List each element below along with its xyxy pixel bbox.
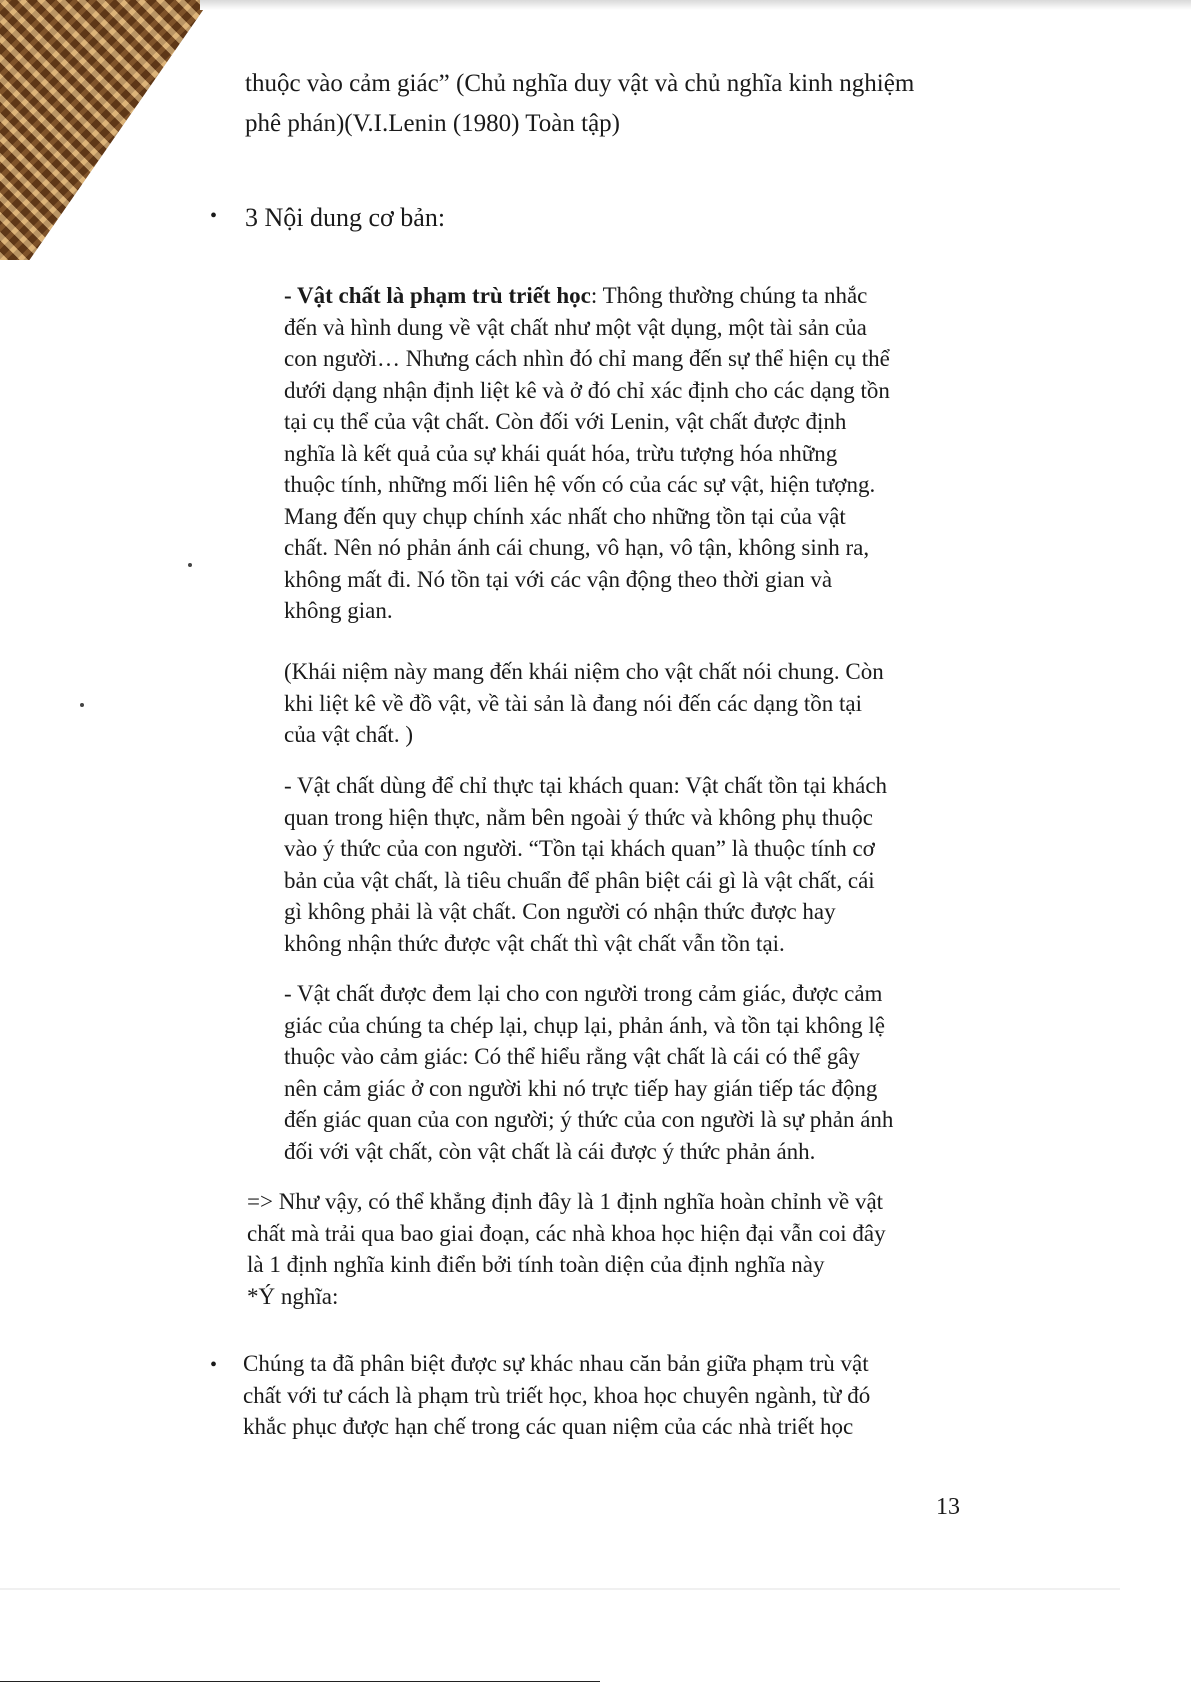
scan-artifact-line (0, 1588, 1120, 1590)
paragraph-note (284, 656, 884, 751)
paragraph-line: của vật chất. ) (284, 722, 413, 747)
bullet-icon: • (210, 1354, 218, 1376)
paragraph-line: đến giác quan của con người; ý thức của con người là sự phản ánh (284, 1107, 894, 1132)
paragraph-line: chất với tư cách là phạm trù triết học, khoa học chuyên ngành, từ đó (243, 1382, 871, 1408)
paragraph-line: Chúng ta đã phân biệt được sự khác nhau căn bản giữa phạm trù vật (243, 1351, 869, 1376)
intro-text (245, 64, 914, 144)
meaning-bullet-text (243, 1348, 870, 1443)
definition-lead: - Vật chất là phạm trù triết học (284, 283, 591, 308)
paragraph-line: (Khái niệm này mang đến khái niệm cho vật chất nói chung. Còn (284, 659, 884, 684)
woven-mat-background (0, 0, 210, 260)
paragraph-line: nên cảm giác ở con người khi nó trực tiếp hay gián tiếp tác động (284, 1075, 878, 1101)
paragraph-line: khắc phục được hạn chế trong các quan niệm của các nhà triết học (243, 1414, 854, 1439)
paragraph-line: chất mà trải qua bao giai đoạn, các nhà khoa học hiện đại vẫn coi đây (247, 1220, 886, 1246)
paragraph-line: khi liệt kê về đồ vật, về tài sản là đang nói đến các dạng tồn tại (284, 690, 863, 716)
stray-mark (188, 563, 192, 567)
bottom-edge-line (0, 1681, 600, 1682)
paragraph-line: - Vật chất dùng để chỉ thực tại khách quan: Vật chất tồn tại khách (284, 773, 888, 798)
conclusion-text (247, 1186, 886, 1312)
paragraph-line (284, 280, 890, 312)
paragraph-objective-reality (284, 770, 887, 959)
paragraph-line: chất. Nên nó phản ánh cái chung, vô hạn, vô tận, không sinh ra, (284, 535, 870, 560)
paragraph-line: gì không phải là vật chất. Con người có nhận thức được hay (284, 899, 836, 924)
page-number: 13 (936, 1494, 960, 1520)
stray-mark (80, 703, 84, 707)
paragraph-line: không mất đi. Nó tồn tại với các vận động theo thời gian và (284, 566, 833, 592)
paragraph-line: giác của chúng ta chép lại, chụp lại, phản ánh, và tồn tại không lệ (284, 1012, 885, 1038)
section-heading: 3 Nội dung cơ bản: (245, 203, 446, 232)
meaning-heading: *Ý nghĩa: (247, 1283, 339, 1309)
paragraph-line: không gian. (284, 598, 393, 623)
paragraph-sensation (284, 978, 893, 1167)
paragraph-line: dưới dạng nhận định liệt kê và ở đó chỉ xác định cho các dạng tồn (284, 377, 890, 403)
bullet-icon: • (210, 205, 218, 227)
paragraph-line: tại cụ thể của vật chất. Còn đối với Lenin, vật chất được định (284, 409, 847, 434)
page-edge-shadow (200, 0, 1191, 10)
paragraph-line: thuộc vào cảm giác: Có thể hiểu rằng vật chất là cái có thể gây (284, 1044, 861, 1069)
paragraph-line: đối với vật chất, còn vật chất là cái được ý thức phản ánh. (284, 1138, 816, 1164)
intro-line: thuộc vào cảm giác” (Chủ nghĩa duy vật và chủ nghĩa kinh nghiệm (245, 70, 915, 97)
paragraph-definition (284, 280, 890, 627)
paragraph-line: đến và hình dung về vật chất như một vật dụng, một tài sản của (284, 314, 867, 340)
paragraph-line: thuộc tính, những mối liên hệ vốn có của các sự vật, hiện tượng. (284, 472, 876, 497)
definition-lead-rest: : Thông thường chúng ta nhắc (590, 283, 868, 308)
paragraph-line: không nhận thức được vật chất thì vật chất vẫn tồn tại. (284, 930, 785, 956)
paragraph-line: Mang đến quy chụp chính xác nhất cho những tồn tại của vật (284, 503, 846, 529)
paragraph-line: bản của vật chất, là tiêu chuẩn để phân biệt cái gì là vật chất, cái (284, 867, 875, 893)
paragraph-line: => Như vậy, có thể khẳng định đây là 1 định nghĩa hoàn chỉnh về vật (247, 1189, 884, 1214)
paragraph-line: con người… Nhưng cách nhìn đó chỉ mang đến sự thể hiện cụ thể (284, 346, 890, 371)
intro-line: phê phán)(V.I.Lenin (1980) Toàn tập) (245, 110, 620, 137)
paragraph-line: vào ý thức của con người. “Tồn tại khách quan” là thuộc tính cơ (284, 836, 875, 861)
paragraph-line: - Vật chất được đem lại cho con người trong cảm giác, được cảm (284, 981, 883, 1006)
paragraph-line: là 1 định nghĩa kinh điển bởi tính toàn diện của định nghĩa này (247, 1252, 825, 1277)
paragraph-line: nghĩa là kết quả của sự khái quát hóa, trừu tượng hóa những (284, 440, 838, 466)
paragraph-line: quan trong hiện thực, nằm bên ngoài ý thức và không phụ thuộc (284, 804, 873, 830)
